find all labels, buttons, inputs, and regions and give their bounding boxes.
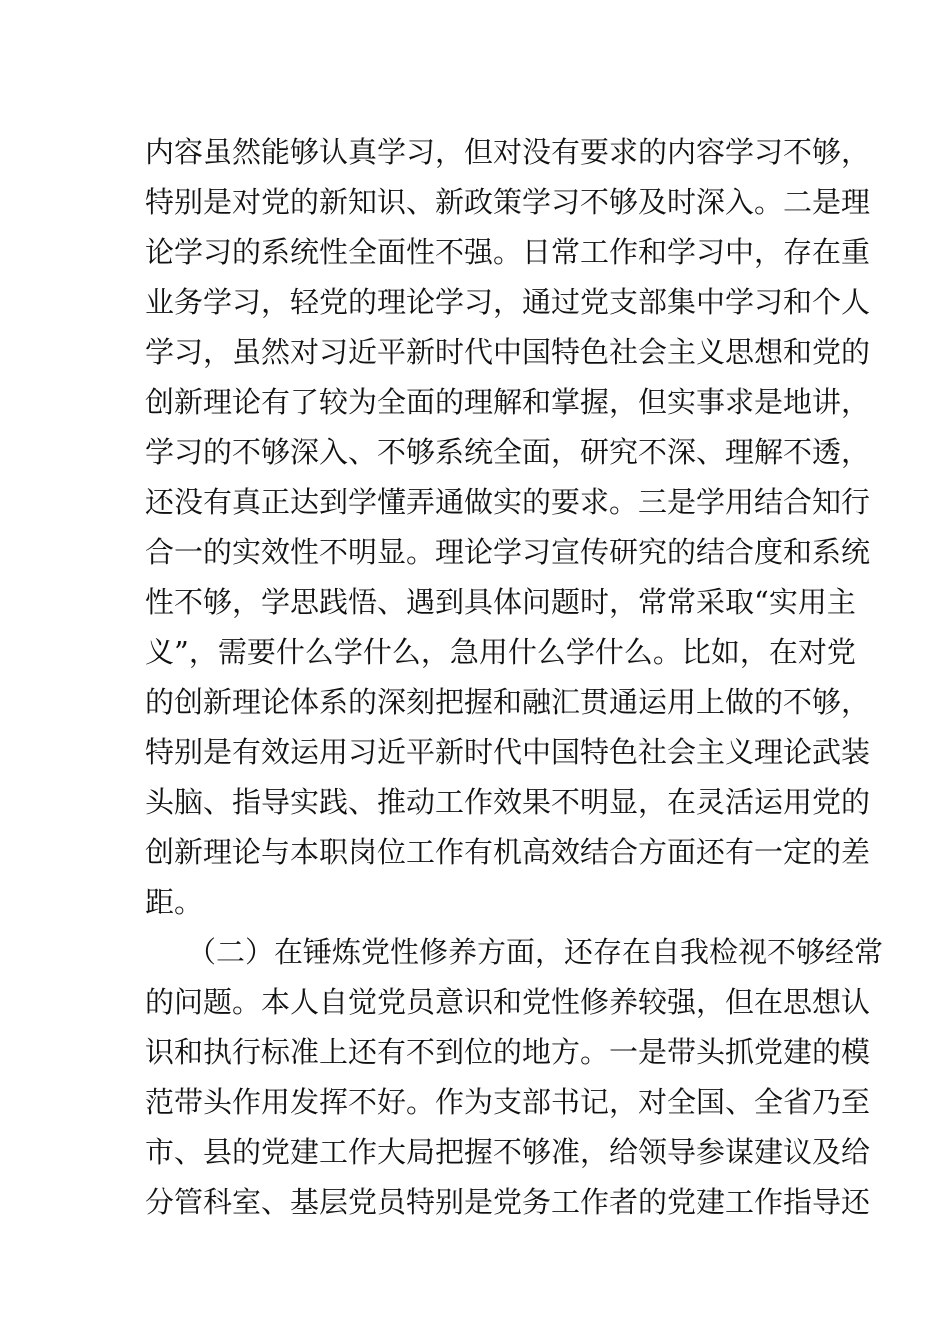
text-line: 范带头作用发挥不好。作为支部书记，对全国、全省乃至 [145,1085,871,1119]
text-line: 头脑、指导实践、推动工作效果不明显，在灵活运用党的 [145,785,871,819]
text-line: 特别是有效运用习近平新时代中国特色社会主义理论武装 [145,735,871,769]
paragraph-1 [145,127,871,927]
text-line: 的问题。本人自觉党员意识和党性修养较强，但在思想认 [145,985,871,1019]
text-line: 识和执行标准上还有不到位的地方。一是带头抓党建的模 [145,1035,871,1069]
text-line: 分管科室、基层党员特别是党务工作者的党建工作指导还 [145,1185,871,1219]
text-line: 创新理论有了较为全面的理解和掌握，但实事求是地讲， [145,385,871,419]
text-line: 业务学习，轻党的理论学习，通过党支部集中学习和个人 [145,285,871,319]
text-line: 学习，虽然对习近平新时代中国特色社会主义思想和党的 [145,335,871,369]
text-line: 的创新理论体系的深刻把握和融汇贯通运用上做的不够， [145,685,871,719]
section-heading-line: （二）在锤炼党性修养方面，还存在自我检视不够经常 [187,935,884,969]
text-line: 学习的不够深入、不够系统全面，研究不深、理解不透， [145,435,871,469]
text-line: 义”，需要什么学什么，急用什么学什么。比如，在对党 [145,635,856,669]
text-line: 内容虽然能够认真学习，但对没有要求的内容学习不够， [145,135,871,169]
text-line: 市、县的党建工作大局把握不够准，给领导参谋建议及给 [145,1135,871,1169]
text-line: 创新理论与本职岗位工作有机高效结合方面还有一定的差 [145,835,871,869]
document-body [145,127,884,1227]
text-line: 性不够，学思践悟、遇到具体问题时，常常采取“实用主 [145,585,856,619]
text-line: 论学习的系统性全面性不强。日常工作和学习中，存在重 [145,235,871,269]
text-line: 特别是对党的新知识、新政策学习不够及时深入。二是理 [145,185,871,219]
text-line: 还没有真正达到学懂弄通做实的要求。三是学用结合知行 [145,485,871,519]
text-line: 合一的实效性不明显。理论学习宣传研究的结合度和系统 [145,535,871,569]
paragraph-2 [145,927,884,1227]
text-line: 距。 [145,885,204,919]
